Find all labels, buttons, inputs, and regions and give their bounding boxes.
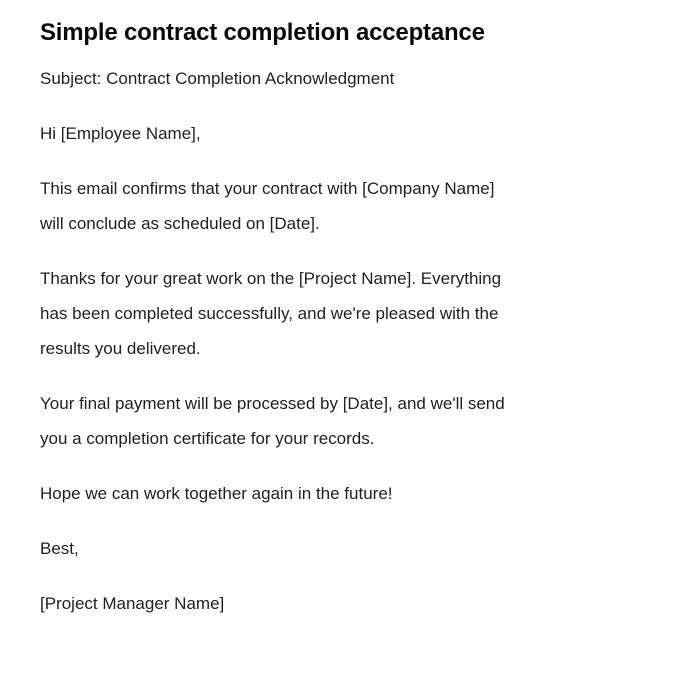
page-title: Simple contract completion acceptance: [40, 19, 485, 46]
paragraph: [40, 171, 642, 241]
paragraph-line: This email confirms that your contract with [Company Name]: [40, 179, 495, 198]
paragraph-line: [Project Manager Name]: [40, 594, 225, 613]
sign-off: [40, 531, 642, 566]
paragraph-line: Best,: [40, 539, 79, 558]
subject-line: [40, 61, 642, 96]
paragraph-line: Your final payment will be processed by [Date], and we'll send: [40, 394, 505, 413]
greeting: [40, 116, 642, 151]
paragraph-line: you a completion certificate for your records.: [40, 429, 375, 448]
paragraph-line: Subject: Contract Completion Acknowledgment: [40, 69, 395, 88]
paragraph: [40, 386, 642, 456]
paragraph-line: Hope we can work together again in the future!: [40, 484, 393, 503]
closing-remark: [40, 476, 642, 511]
paragraph-line: Hi [Employee Name],: [40, 124, 201, 143]
signature: [40, 586, 642, 621]
paragraph-line: Thanks for your great work on the [Project Name]. Everything: [40, 269, 502, 288]
paragraph-line: has been completed successfully, and we're pleased with the: [40, 304, 499, 323]
paragraph-line: will conclude as scheduled on [Date].: [40, 214, 320, 233]
paragraph-line: results you delivered.: [40, 339, 201, 358]
paragraph: [40, 261, 642, 366]
